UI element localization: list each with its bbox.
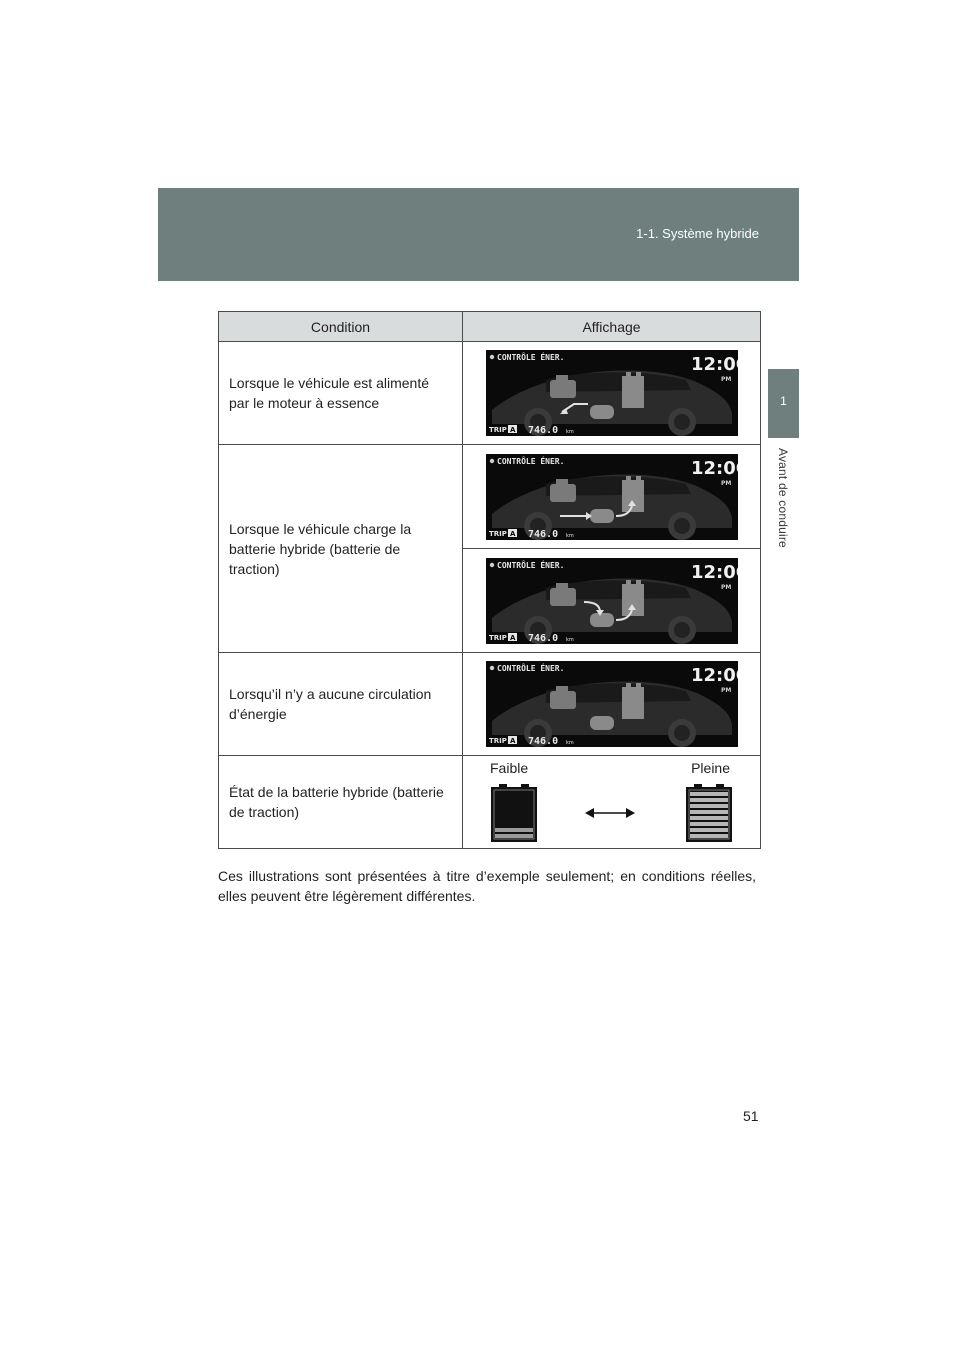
battery-full-icon — [686, 784, 732, 842]
footnote: Ces illustrations sont présentées à titre d’exemple seulement; en conditions réelles, elles peuvent être légèrement différentes. — [218, 868, 756, 904]
chapter-tab — [768, 369, 799, 438]
table-row — [219, 653, 761, 756]
energy-monitor-screen-charge-1 — [486, 454, 738, 540]
condition-cell: État de la batterie hybride (batterie de traction) — [219, 756, 463, 849]
level-low-label: Faible — [490, 760, 529, 776]
display-cell — [463, 756, 761, 849]
chapter-number: 1 — [780, 394, 787, 408]
display-cell — [463, 445, 761, 549]
table-row — [219, 756, 761, 849]
condition-cell: Lorsque le véhicule charge la batterie hybride (batterie de traction) — [219, 445, 463, 653]
battery-low-icon — [491, 784, 537, 842]
condition-cell: Lorsque le véhicule est alimenté par le moteur à essence — [219, 342, 463, 445]
condition-cell: Lorsqu’il n’y a aucune circulation d’énergie — [219, 653, 463, 756]
column-header-condition: Condition — [219, 312, 463, 342]
chapter-label: Avant de conduire — [776, 448, 790, 548]
column-header-display: Affichage — [463, 312, 761, 342]
level-full-label: Pleine — [691, 760, 730, 776]
display-cell — [463, 342, 761, 445]
table-row — [219, 445, 761, 549]
energy-monitor-screen-charge-2 — [486, 558, 738, 644]
display-cell — [463, 653, 761, 756]
page-number: 51 — [743, 1108, 759, 1124]
double-arrow-icon — [585, 806, 635, 820]
table-row — [219, 342, 761, 445]
table-header-row — [219, 312, 761, 342]
header-band — [158, 188, 799, 281]
section-title: 1-1. Système hybride — [636, 226, 759, 241]
energy-monitor-table — [218, 311, 761, 849]
energy-monitor-screen-idle — [486, 661, 738, 747]
energy-monitor-screen-engine — [486, 350, 738, 436]
display-cell — [463, 549, 761, 653]
